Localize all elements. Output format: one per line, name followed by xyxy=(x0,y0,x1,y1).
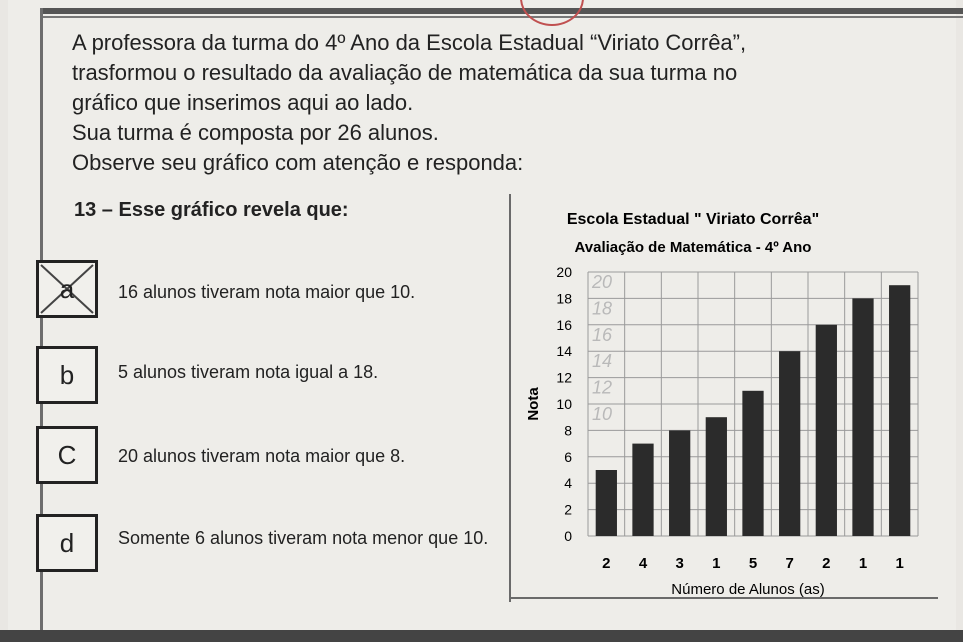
y-tick-label-7: 14 xyxy=(556,343,572,360)
top-rule xyxy=(40,8,963,14)
x-tick-label-7: 1 xyxy=(858,555,868,572)
x-tick-label-1: 4 xyxy=(638,555,648,572)
option-b-letter: b xyxy=(59,359,75,390)
option-a-text: 16 alunos tiveram nota maior que 10. xyxy=(118,282,416,302)
option-d-letter: d xyxy=(59,527,75,558)
option-b-box[interactable] xyxy=(36,346,98,404)
bar-8 xyxy=(889,285,910,536)
bar-4 xyxy=(742,391,763,536)
x-tick-label-5: 7 xyxy=(785,555,794,572)
option-c-box[interactable] xyxy=(36,426,98,484)
intro-line-2: trasformou o resultado da avaliação de matemática da sua turma no xyxy=(72,60,738,85)
y-tick-label-8: 16 xyxy=(556,316,572,333)
x-tick-label-4: 5 xyxy=(748,555,758,572)
bar-7 xyxy=(852,298,873,536)
option-a-box[interactable] xyxy=(36,260,98,318)
y-axis-label: Nota xyxy=(525,387,542,421)
handwritten-tick-3: 14 xyxy=(592,351,613,372)
chart-title: Escola Estadual " Viriato Corrêa" xyxy=(566,211,820,228)
bar-5 xyxy=(779,351,800,536)
option-d-text: Somente 6 alunos tiveram nota menor que 10. xyxy=(118,528,489,548)
bottom-edge xyxy=(0,630,963,642)
chart-subtitle: Avaliação de Matemática - 4º Ano xyxy=(574,239,812,256)
bar-chart xyxy=(508,190,948,610)
x-tick-label-3: 1 xyxy=(712,555,721,572)
x-tick-label-8: 1 xyxy=(895,555,904,572)
bar-1 xyxy=(632,444,653,536)
y-tick-label-9: 18 xyxy=(556,290,572,307)
x-axis-label: Número de Alunos (as) xyxy=(671,581,825,598)
y-tick-label-6: 12 xyxy=(556,369,572,386)
intro-line-1: A professora da turma do 4º Ano da Escola Estadual “Viriato Corrêa”, xyxy=(72,30,747,55)
bar-3 xyxy=(706,417,727,536)
y-tick-label-2: 4 xyxy=(564,475,572,492)
top-rule-thin xyxy=(40,16,963,18)
y-tick-label-0: 0 xyxy=(564,528,572,544)
intro-line-4: Sua turma é composta por 26 alunos. xyxy=(72,120,439,145)
option-d-box[interactable] xyxy=(36,514,98,572)
y-tick-label-3: 6 xyxy=(564,448,572,465)
y-tick-label-4: 8 xyxy=(564,422,572,439)
option-b-text: 5 alunos tiveram nota igual a 18. xyxy=(118,362,379,382)
intro-line-3: gráfico que inserimos aqui ao lado. xyxy=(72,90,414,115)
question-13: 13 – Esse gráfico revela que: xyxy=(74,199,349,221)
handwritten-tick-2: 16 xyxy=(592,324,613,345)
y-tick-label-1: 2 xyxy=(564,501,572,518)
option-a-letter: a xyxy=(59,273,75,304)
x-tick-label-6: 2 xyxy=(822,555,831,572)
handwritten-tick-5: 10 xyxy=(592,404,613,424)
option-c-text: 20 alunos tiveram nota maior que 8. xyxy=(118,446,406,466)
handwritten-tick-0: 20 xyxy=(592,272,613,292)
intro-text xyxy=(72,28,892,178)
y-tick-label-5: 10 xyxy=(556,396,572,412)
x-tick-label-0: 2 xyxy=(602,555,611,572)
bar-0 xyxy=(596,470,617,536)
chart-container xyxy=(508,190,948,615)
intro-line-5: Observe seu gráfico com atenção e responda: xyxy=(72,150,524,175)
handwritten-tick-4: 12 xyxy=(592,377,613,398)
bar-2 xyxy=(669,430,690,536)
option-c-letter: C xyxy=(57,439,77,470)
x-tick-label-2: 3 xyxy=(675,555,684,572)
handwritten-tick-1: 18 xyxy=(592,298,613,319)
y-tick-label-10: 20 xyxy=(556,264,572,280)
bar-6 xyxy=(816,325,837,536)
